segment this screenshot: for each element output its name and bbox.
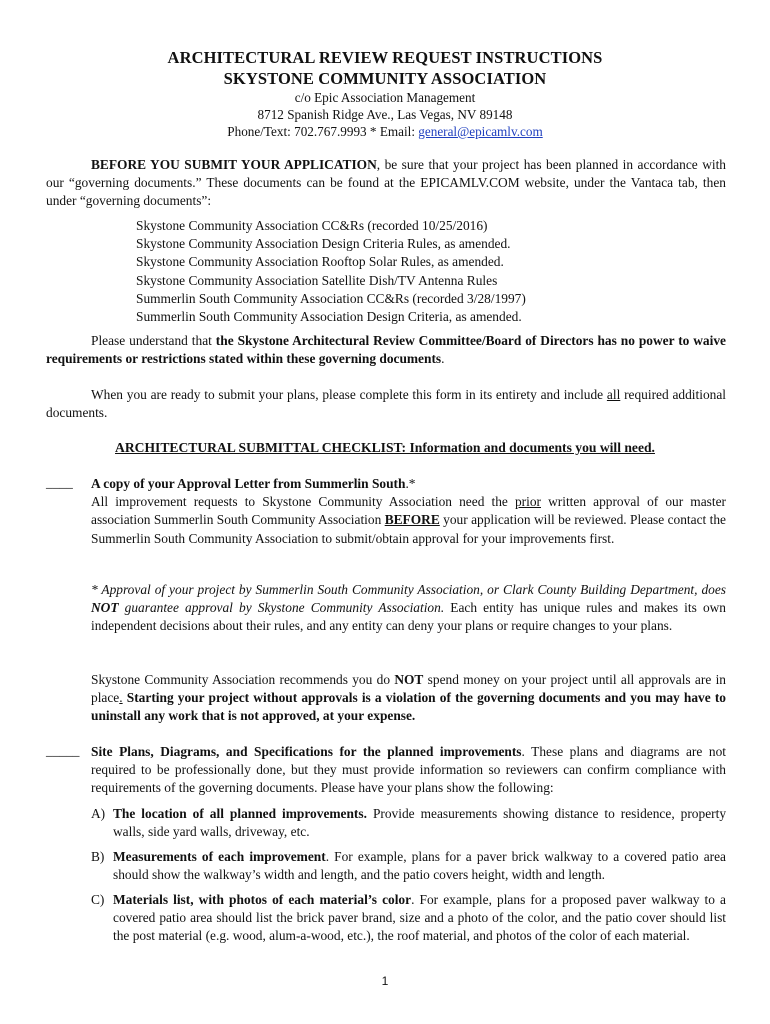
item-body xyxy=(91,493,726,548)
address-line: 8712 Spanish Ridge Ave., Las Vegas, NV 89148 xyxy=(257,107,513,122)
page-number: 1 xyxy=(381,974,389,988)
subitem-label: A) xyxy=(91,806,106,821)
rec-not: NOT xyxy=(394,672,424,687)
association-name: SKYSTONE COMMUNITY ASSOCIATION xyxy=(223,69,547,88)
understand-paragraph xyxy=(46,332,726,368)
ready-underline: all xyxy=(606,387,621,402)
ready-text: When you are ready to submit your plans, please complete this form in its entirety and include xyxy=(91,387,607,402)
item-underline-prior: prior xyxy=(514,494,541,510)
item-title-end: .* xyxy=(405,476,416,491)
intro-paragraph xyxy=(46,156,726,211)
rec-text: spend money on your project until all approvals are in place xyxy=(91,672,726,706)
document-item: Skystone Community Association Design Criteria Rules, as amended. xyxy=(136,236,511,252)
intro-text: , be sure that your project has been planned in accordance with our “governing documents.” These documents can be found at the EPICAMLV.COM website, under the Vantaca tab, then under “governing documents”: xyxy=(46,157,727,209)
document-item: Summerlin South Community Association CC&Rs (recorded 3/28/1997) xyxy=(136,290,526,306)
contact-line xyxy=(0,124,770,140)
subitem-bold: Measurements of each improvement xyxy=(113,849,326,864)
document-item: Skystone Community Association Satellite Dish/TV Antenna Rules xyxy=(136,272,498,288)
subitem-text: . For example, plans for a proposed paver walkway to a covered patio area should list the brick paver brand, size and a photo of the color, and the patio cover should list the post material (e.g. wood, alum-a-wood, etc.), the roof material, and photos of the color of each material. xyxy=(113,892,727,944)
checkbox-blank[interactable]: _____ xyxy=(46,743,80,758)
subitem-materials xyxy=(91,891,726,946)
ready-text-end: required additional documents. xyxy=(46,387,726,421)
document-item: Skystone Community Association Rooftop Solar Rules, as amended. xyxy=(136,254,504,270)
checklist-heading: ARCHITECTURAL SUBMITTAL CHECKLIST: Information and documents you will need. xyxy=(115,440,655,455)
intro-bold: BEFORE YOU SUBMIT YOUR APPLICATION xyxy=(91,157,377,172)
item-title-bold: A copy of your Approval Letter from Summerlin South xyxy=(91,476,406,491)
subitem-text: Provide measurements showing distance to residence, property walls, side yard walls, driveway, etc. xyxy=(113,806,727,840)
item-text: . These plans and diagrams are not required to be professionally done, but they must provide information so reviewers can confirm compliance with requirements of the governing documents. Please have your plans show the following: xyxy=(91,744,726,796)
item-title-bold: Site Plans, Diagrams, and Specifications for the planned improvements xyxy=(91,744,522,759)
note-italic: * Approval of your project by Summerlin South Community Association, or Clark County Building Department, does xyxy=(91,582,726,597)
approval-note xyxy=(91,581,726,636)
checklist-item-approval-letter xyxy=(91,475,726,548)
understand-bold: the Skystone Architectural Review Committee/Board of Directors has no power to waive requirements or restrictions stated within these governing documents xyxy=(46,333,726,367)
ready-paragraph xyxy=(46,386,726,422)
document-item: Summerlin South Community Association Design Criteria, as amended. xyxy=(136,309,522,325)
rec-dot: . xyxy=(119,690,123,706)
contact-text: Phone/Text: 702.767.9993 * Email: xyxy=(227,124,419,139)
item-text: All improvement requests to Skystone Community Association need the xyxy=(91,494,515,510)
note-text: Each entity has unique rules and makes its own independent decisions about their rules, and any entity can deny your plans or require changes to your plans. xyxy=(91,600,726,634)
subitem-location xyxy=(91,805,726,841)
subitem-text: . For example, plans for a paver brick walkway to a covered patio area should show the walkway’s width and length, and the patio covers height, width and length. xyxy=(113,849,726,883)
checklist-item-site-plans xyxy=(91,743,726,798)
management-line: c/o Epic Association Management xyxy=(294,90,476,105)
item-underline-before: BEFORE xyxy=(384,512,440,528)
item-text: your application will be reviewed. Please contact the Summerlin South Community Association to submit/obtain approval for your improvements first. xyxy=(91,512,727,546)
rec-text: Skystone Community Association recommends you do xyxy=(91,672,395,687)
rec-bold: Starting your project without approvals is a violation of the governing documents and you may have to uninstall any work that is not approved, at your expense. xyxy=(91,690,726,724)
subitem-label: B) xyxy=(91,849,105,864)
subitem-bold: Materials list, with photos of each material’s color xyxy=(113,892,412,907)
recommendation-paragraph xyxy=(91,671,726,726)
email-link[interactable]: general@epicamlv.com xyxy=(418,124,543,139)
understand-text: Please understand that xyxy=(91,333,216,348)
subitem-label: C) xyxy=(91,892,105,907)
subitem-bold: The location of all planned improvements. xyxy=(113,806,367,821)
item-text: written approval of our master association Summerlin South Community Association xyxy=(91,494,726,528)
note-not: NOT xyxy=(91,600,119,616)
subitem-measurements xyxy=(91,848,726,884)
document-item: Skystone Community Association CC&Rs (recorded 10/25/2016) xyxy=(136,218,488,233)
document-title: ARCHITECTURAL REVIEW REQUEST INSTRUCTIONS xyxy=(167,48,603,67)
item-title xyxy=(91,475,726,493)
understand-end: . xyxy=(441,351,445,367)
governing-documents-list xyxy=(136,217,696,326)
checkbox-blank[interactable]: ____ xyxy=(46,475,73,490)
note-italic: guarantee approval by Skystone Community Association. xyxy=(118,600,445,616)
